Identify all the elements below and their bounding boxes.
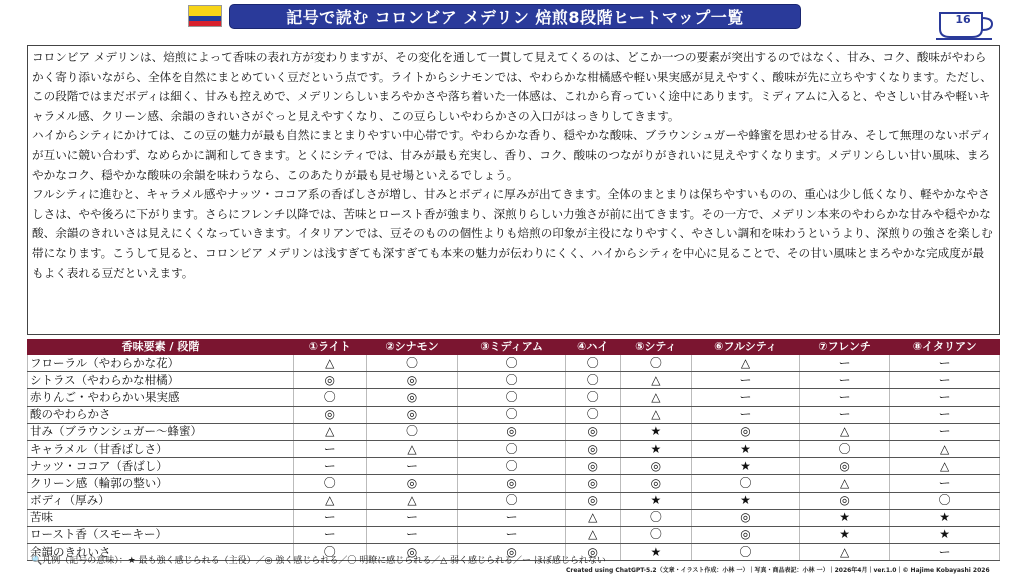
table-cell: ー: [294, 458, 367, 475]
table-cell: △: [799, 423, 890, 440]
table-cell: △: [620, 406, 692, 423]
table-row: [28, 355, 1000, 372]
column-header: ②シナモン: [366, 340, 458, 355]
table-cell: ◎: [565, 458, 620, 475]
table-cell: 〇: [565, 406, 620, 423]
table-cell: 〇: [458, 372, 566, 389]
table-cell: 〇: [565, 389, 620, 406]
row-label: クリーン感（輪郭の整い）: [28, 475, 294, 492]
heatmap-table: [27, 339, 1000, 561]
table-cell: ー: [890, 389, 1000, 406]
table-cell: ◎: [565, 544, 620, 561]
table-cell: ◎: [692, 509, 800, 526]
table-cell: ◎: [366, 406, 458, 423]
table-cell: ー: [294, 509, 367, 526]
row-label: 甘み（ブラウンシュガー〜蜂蜜）: [28, 423, 294, 440]
table-cell: ー: [799, 355, 890, 372]
table-cell: △: [620, 389, 692, 406]
credit-line: Created using ChatGPT-5.2（文章・イラスト作成：小林 一）｜写真・商品表記：小林 一）｜2026年4月｜ver.1.0｜© Hajime Kobayashi 2026: [566, 567, 990, 574]
table-cell: △: [294, 492, 367, 509]
table-cell: 〇: [458, 458, 566, 475]
table-cell: ★: [890, 509, 1000, 526]
table-row: [28, 492, 1000, 509]
table-cell: ◎: [692, 526, 800, 543]
table-cell: 〇: [458, 406, 566, 423]
table-cell: △: [799, 475, 890, 492]
table-cell: 〇: [458, 389, 566, 406]
table-cell: ◎: [366, 389, 458, 406]
table-cell: ー: [890, 544, 1000, 561]
table-cell: ー: [692, 389, 800, 406]
column-header: ⑥フルシティ: [692, 340, 800, 355]
title-bar: [229, 4, 801, 29]
table-cell: ★: [799, 526, 890, 543]
table-cell: ★: [620, 492, 692, 509]
table-header-row: [28, 340, 1000, 355]
row-label: 赤りんご・やわらかい果実感: [28, 389, 294, 406]
table-cell: ー: [890, 372, 1000, 389]
table-cell: 〇: [692, 544, 800, 561]
table-cell: ★: [799, 509, 890, 526]
table-cell: △: [890, 440, 1000, 457]
table-cell: 〇: [620, 355, 692, 372]
table-cell: ー: [890, 406, 1000, 423]
row-label: 酸のやわらかさ: [28, 406, 294, 423]
table-cell: 〇: [565, 355, 620, 372]
table-cell: ◎: [366, 372, 458, 389]
column-header: ⑤シティ: [620, 340, 692, 355]
table-cell: ー: [799, 372, 890, 389]
column-header: ①ライト: [294, 340, 367, 355]
table-cell: ◎: [565, 423, 620, 440]
table-cell: △: [294, 423, 367, 440]
table-cell: 〇: [799, 440, 890, 457]
table-row: [28, 372, 1000, 389]
table-cell: ◎: [294, 372, 367, 389]
table-cell: △: [366, 440, 458, 457]
table-cell: ー: [366, 458, 458, 475]
row-label: フローラル（やわらかな花）: [28, 355, 294, 372]
table-cell: ー: [890, 423, 1000, 440]
table-cell: ー: [890, 355, 1000, 372]
table-cell: △: [620, 372, 692, 389]
table-cell: ◎: [294, 406, 367, 423]
table-row: [28, 509, 1000, 526]
table-cell: 〇: [890, 492, 1000, 509]
table-cell: 〇: [294, 475, 367, 492]
table-cell: ◎: [620, 475, 692, 492]
table-cell: △: [565, 509, 620, 526]
legend: [31, 553, 606, 566]
table-cell: 〇: [565, 372, 620, 389]
row-label: ロースト香（スモーキー）: [28, 526, 294, 543]
table-cell: ◎: [458, 475, 566, 492]
table-row: [28, 458, 1000, 475]
table-cell: △: [692, 355, 800, 372]
table-cell: 〇: [366, 423, 458, 440]
table-row: [28, 475, 1000, 492]
table-cell: ◎: [366, 544, 458, 561]
table-cell: △: [890, 458, 1000, 475]
table-row: [28, 526, 1000, 543]
description-paragraph: フルシティに進むと、キャラメル感やナッツ・ココア系の香ばしさが増し、甘みとボディに厚みが出てきます。全体のまとまりは保ちやすいものの、重心は少し低くなり、軽やかなやさしさは、やや後ろに下がります。さらにフレンチ以降では、苦味とロースト香が強まり、深煎りらしい力強さが前に出てきます。その一方で、メデリン本来のやわらかな甘みや穏やかな酸、余韻のきれいさは見えにくくなっていきます。イタリアンでは、豆そのものの個性よりも焙煎の印象が主役になりやすく、やさしい調和を味わうというより、深煎りの強さを楽しむ帯になります。こうして見ると、コロンビア メデリンは浅すぎても深すぎても本来の魅力が伝わりにくく、ハイからシティを中心に見ることで、その甘い風味とまろやかな完成度が最もよく表れる豆だといえます。: [32, 187, 993, 280]
column-header: ⑦フレンチ: [799, 340, 890, 355]
table-cell: ★: [692, 492, 800, 509]
row-label: シトラス（やわらかな柑橘）: [28, 372, 294, 389]
table-row: [28, 440, 1000, 457]
row-label: 余韻のきれいさ: [28, 544, 294, 561]
table-cell: ★: [692, 458, 800, 475]
table-cell: △: [294, 355, 367, 372]
description-box: [27, 45, 1000, 335]
table-cell: ★: [620, 544, 692, 561]
table-cell: ー: [692, 406, 800, 423]
table-cell: ◎: [620, 458, 692, 475]
table-cell: ー: [294, 440, 367, 457]
table-cell: 〇: [458, 492, 566, 509]
table-cell: 〇: [620, 526, 692, 543]
table-cell: ★: [692, 440, 800, 457]
table-cell: 〇: [366, 355, 458, 372]
row-label: 苦味: [28, 509, 294, 526]
page-number: 16: [955, 13, 971, 26]
table-cell: ★: [890, 526, 1000, 543]
table-cell: 〇: [294, 544, 367, 561]
table-cell: ◎: [799, 492, 890, 509]
table-cell: △: [565, 526, 620, 543]
row-label: ボディ（厚み）: [28, 492, 294, 509]
table-cell: ー: [458, 526, 566, 543]
table-cell: △: [366, 492, 458, 509]
description-paragraph: ハイからシティにかけては、この豆の魅力が最も自然にまとまりやすい中心帯です。やわらかな香り、穏やかな酸味、ブラウンシュガーや蜂蜜を思わせる甘み、そして無理のないボディが互いに競い合わず、なめらかに調和してきます。とくにシティでは、甘みが最も充実し、香り、コク、酸味のつながりがきれいに見えやすくなります。メデリンらしい甘い風味、まろやかなコク、穏やかな酸味の余韻を味わうなら、このあたりが最も見せ場といえるでしょう。: [32, 128, 992, 182]
column-header: ④ハイ: [565, 340, 620, 355]
page-title: 記号で読む コロンビア メデリン 焙煎8段階ヒートマップ一覧: [286, 8, 744, 27]
table-row: [28, 406, 1000, 423]
colombia-flag-icon: [188, 5, 222, 27]
table-cell: 〇: [458, 355, 566, 372]
table-cell: ー: [294, 526, 367, 543]
table-cell: ー: [366, 509, 458, 526]
magnifier-icon: 🔍: [31, 556, 43, 566]
table-cell: ◎: [458, 544, 566, 561]
table-cell: 〇: [294, 389, 367, 406]
column-header: 香味要素 / 段階: [28, 340, 294, 355]
table-cell: ー: [799, 406, 890, 423]
row-label: キャラメル（甘香ばしさ）: [28, 440, 294, 457]
table-cell: ◎: [458, 423, 566, 440]
table-cell: 〇: [620, 509, 692, 526]
table-cell: 〇: [692, 475, 800, 492]
table-cell: ◎: [565, 475, 620, 492]
table-cell: ー: [799, 389, 890, 406]
table-cell: 〇: [458, 440, 566, 457]
column-header: ③ミディアム: [458, 340, 566, 355]
table-cell: ー: [890, 475, 1000, 492]
table-row: [28, 389, 1000, 406]
table-cell: ◎: [799, 458, 890, 475]
table-cell: ー: [458, 509, 566, 526]
table-cell: ◎: [366, 475, 458, 492]
table-cell: ★: [620, 440, 692, 457]
table-cell: ー: [692, 372, 800, 389]
table-row: [28, 423, 1000, 440]
table-cell: ◎: [692, 423, 800, 440]
table-cell: ★: [620, 423, 692, 440]
table-cell: ◎: [565, 440, 620, 457]
table-cell: ー: [366, 526, 458, 543]
table-cell: △: [799, 544, 890, 561]
row-label: ナッツ・ココア（香ばし）: [28, 458, 294, 475]
description-paragraph: コロンビア メデリンは、焙煎によって香味の表れ方が変わりますが、その変化を通して一貫して見えてくるのは、どこか一つの要素が突出するのではなく、甘み、コク、酸味がやわらかく寄り添いながら、全体を自然にまとめていく豆だという点です。ライトからシナモンでは、やわらかな柑橘感や軽い果実感が見えやすく、酸味が先に立ちやすくなります。ただし、この段階ではまだボディは細く、甘みも控えめで、メデリンらしいまろやかさや落ち着いた一体感は、これから育っていく途中にあります。ミディアムに入ると、やさしい甘みや軽いキャラメル感、クリーン感、余韻のきれいさがぐっと見えやすくなり、この豆らしいやわらかさの入口がはっきりしてきます。: [32, 50, 992, 123]
column-header: ⑧イタリアン: [890, 340, 1000, 355]
legend-text: 凡例（記号の意味）：★ 最も強く感じられる（主役）／◎ 強く感じられる／〇 明瞭に感じられる／△ 弱く感じられる／ー ほぼ感じられない: [42, 556, 606, 566]
table-cell: ◎: [565, 492, 620, 509]
